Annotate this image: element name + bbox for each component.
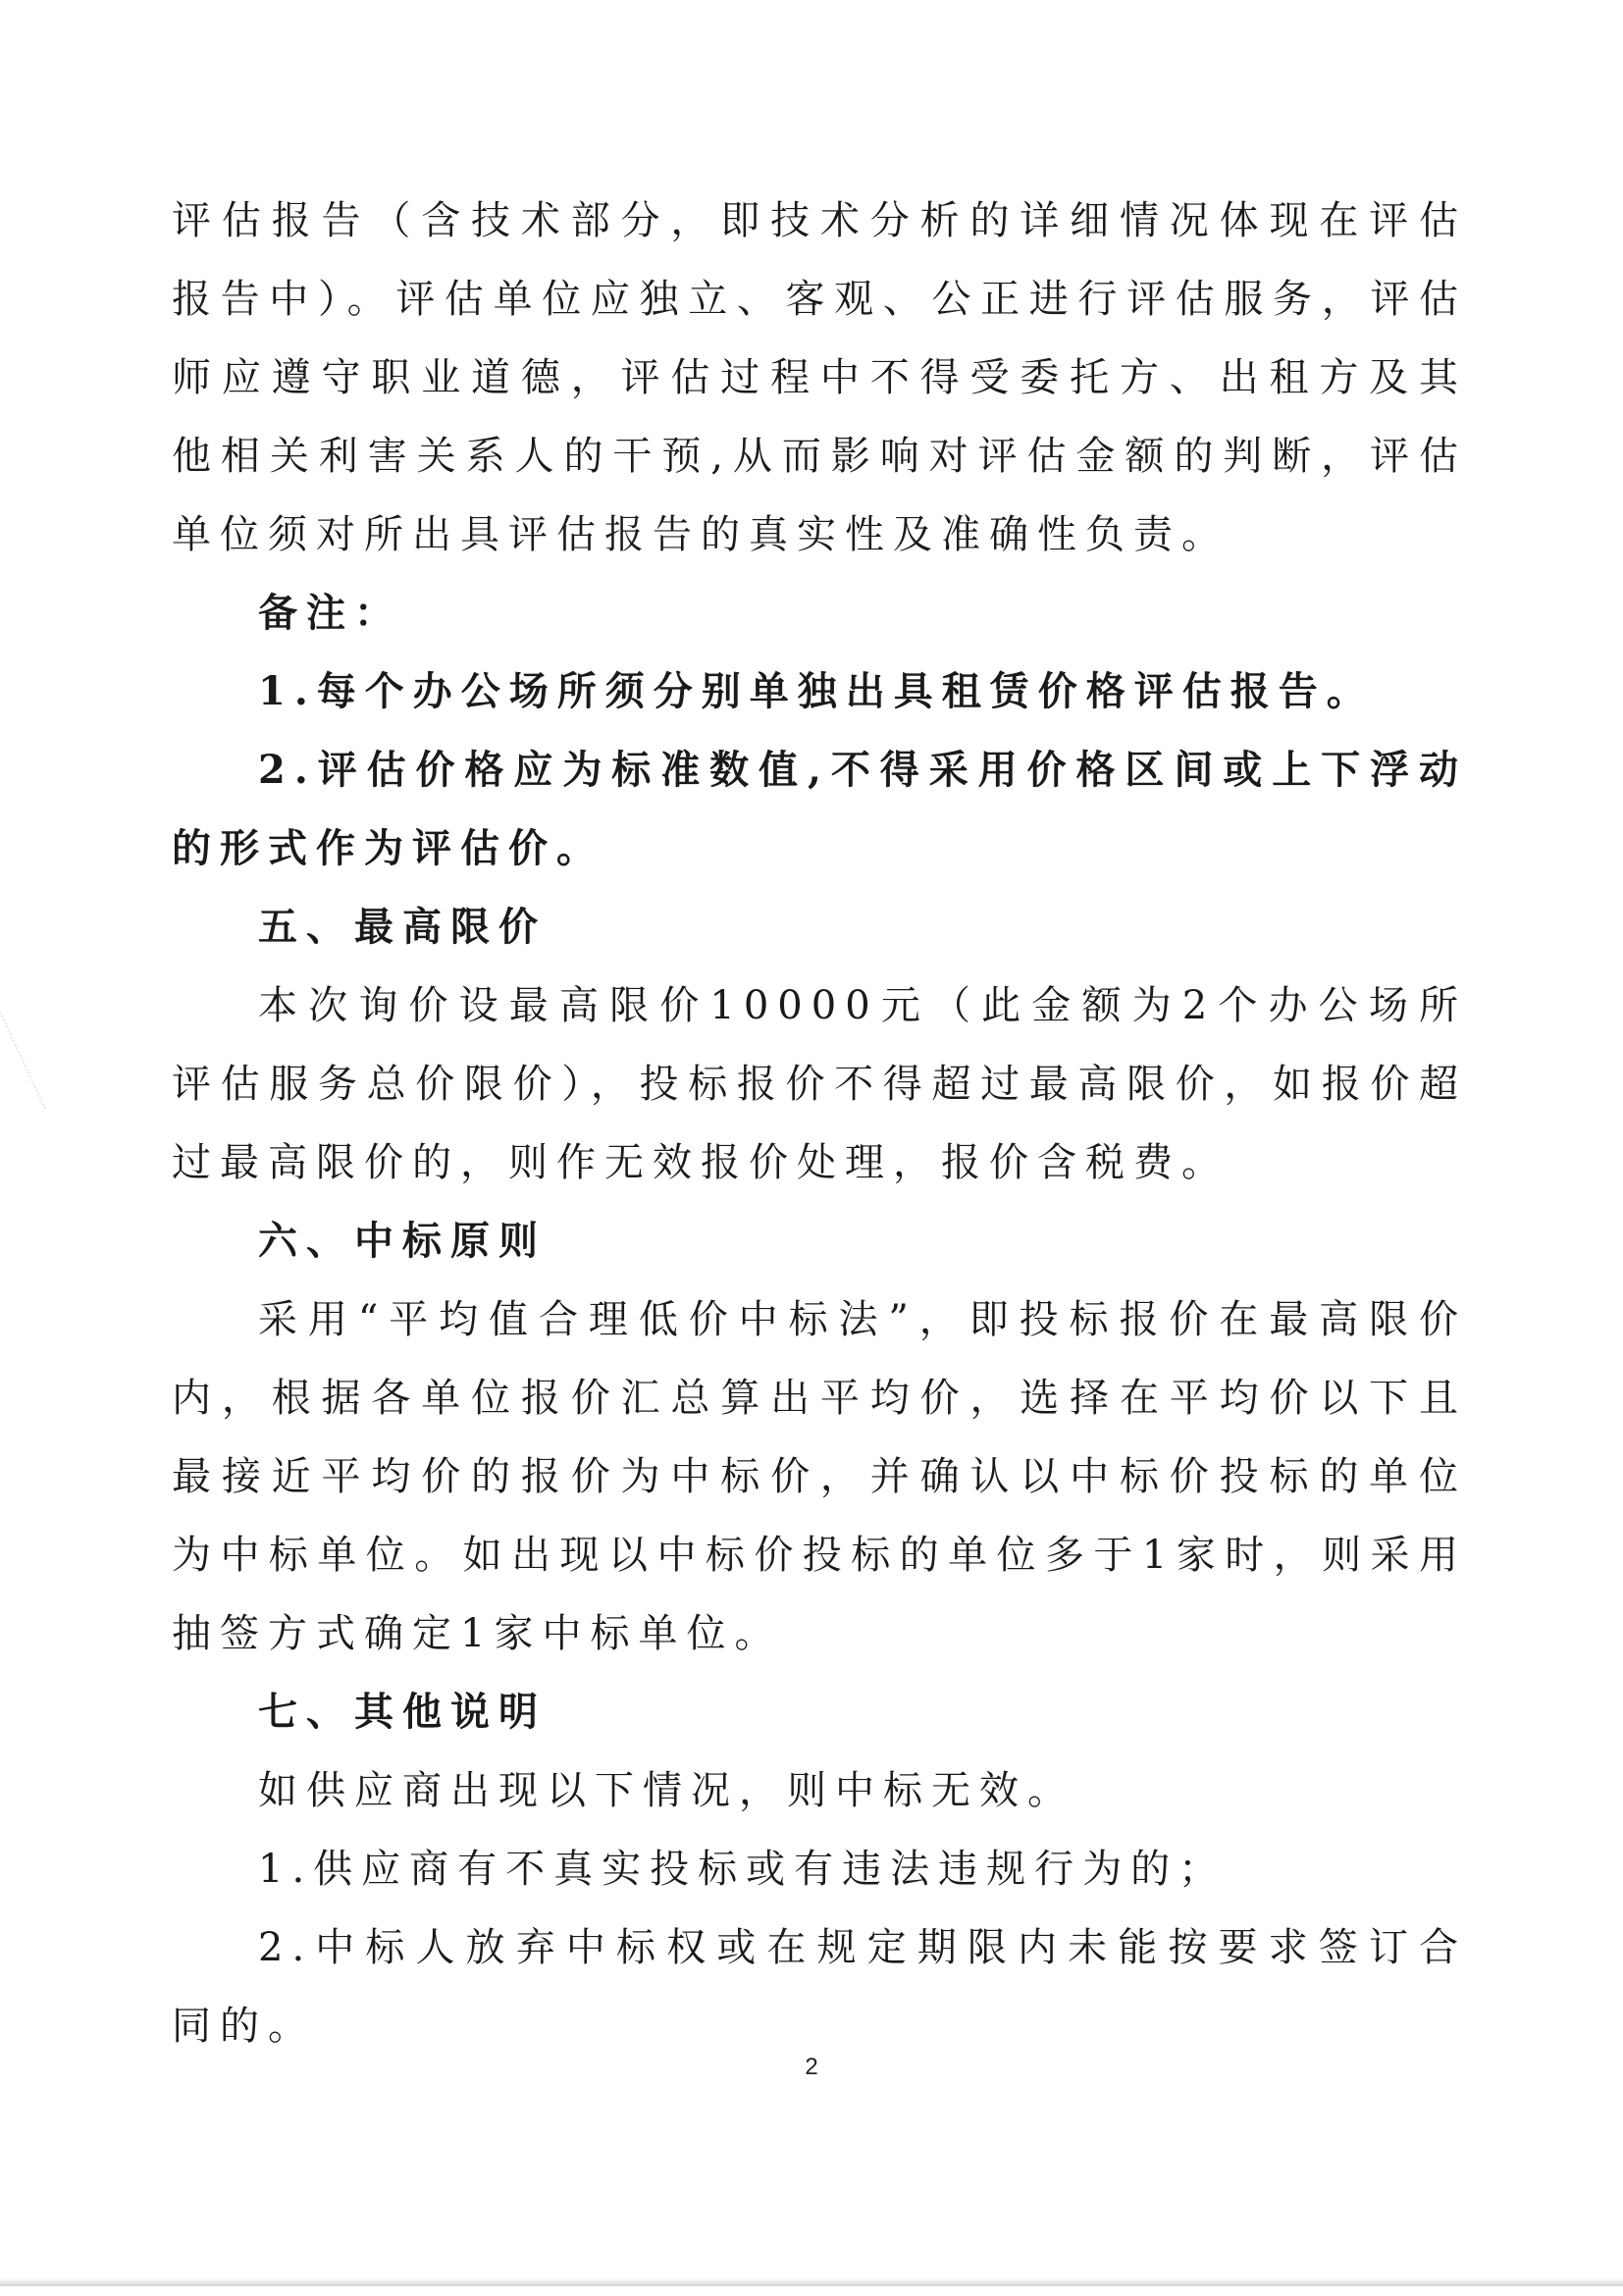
scan-artifact (0, 971, 73, 1109)
section-heading-other-notes: 七、其他说明 (258, 1689, 547, 1735)
paragraph-other-notes-intro: 如供应商出现以下情况，则中标无效。 (258, 1768, 1075, 1813)
page-number: 2 (805, 2054, 818, 2080)
section-heading-award-principle: 六、中标原则 (258, 1218, 547, 1264)
note-item-2: 2.评估价格应为标准数值,不得采用价格区间或上下浮动的形式作为评估价。 (172, 747, 1467, 871)
note-item-1: 1.每个办公场所须分别单独出具租赁价格评估报告。 (258, 668, 1375, 714)
paragraph-evaluation-requirements: 评估报告（含技术部分，即技术分析的详细情况体现在评估报告中）。评估单位应独立、客观、公正进行评估服务，评估师应遵守职业道德，评估过程中不得受委托方、出租方及其他相关利害关系人的干预,从而影响对评估金额的判断，评估单位须对所出具评估报告的真实性及准确性负责。 (172, 198, 1467, 557)
section-heading-max-price: 五、最高限价 (258, 904, 547, 950)
document-body (172, 182, 1467, 2065)
other-notes-item-2: 2.中标人放弃中标权或在规定期限内未能按要求签订合同的。 (172, 1925, 1467, 2049)
other-notes-item-1: 1.供应商有不真实投标或有违法违规行为的； (258, 1847, 1228, 1892)
note-title: 备注： (258, 590, 402, 636)
scan-bottom-edge (0, 2278, 1623, 2286)
paragraph-max-price: 本次询价设最高限价10000元（此金额为2个办公场所评估服务总价限价），投标报价不得超过最高限价，如报价超过最高限价的，则作无效报价处理，报价含税费。 (172, 983, 1467, 1185)
paragraph-award-principle: 采用“平均值合理低价中标法”，即投标报价在最高限价内，根据各单位报价汇总算出平均价，选择在平均价以下且最接近平均价的报价为中标价，并确认以中标价投标的单位为中标单位。如出现以中标价投标的单位多于1家时，则采用抽签方式确定1家中标单位。 (172, 1297, 1467, 1656)
